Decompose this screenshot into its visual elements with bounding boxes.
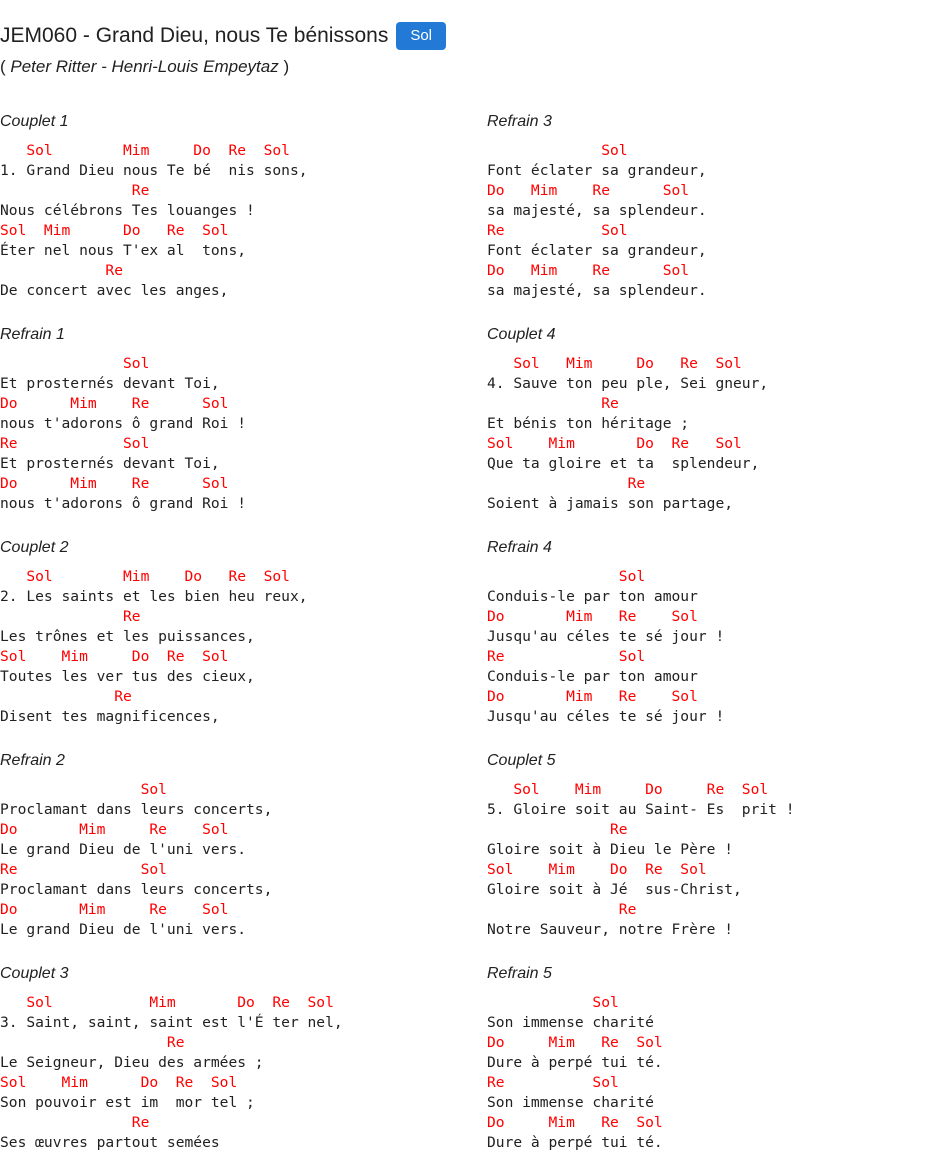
chord-line: Re [0,688,132,705]
chord-line: Sol Mim Do Re Sol [0,648,229,665]
lyric-line: Éter nel nous T'ex al tons, [0,242,247,259]
song-authors-line [0,55,446,79]
chord-line: Do Mim Re Sol [0,395,229,412]
lyric-line: Gloire soit à Dieu le Père ! [487,841,734,858]
section-title: Refrain 4 [487,539,552,556]
song-section [487,111,947,301]
lyric-line: Soient à jamais son partage, [487,495,734,512]
chord-line: Re [0,182,150,199]
lyric-line: Font éclater sa grandeur, [487,162,707,179]
section-title: Refrain 5 [487,965,552,982]
song-authors: Peter Ritter - Henri-Louis Empeytaz [10,57,279,76]
song-section [0,963,460,1153]
chord-line: Sol Mim Do Re Sol [487,435,742,452]
lyric-line: Son pouvoir est im mor tel ; [0,1094,255,1111]
song-section [487,750,947,940]
lyric-line: Que ta gloire et ta splendeur, [487,455,760,472]
lyric-line: sa majesté, sa splendeur. [487,282,707,299]
section-body [0,141,460,301]
lyric-line: Le Seigneur, Dieu des armées ; [0,1054,264,1071]
section-spacer [487,301,947,324]
song-section [0,324,460,514]
lyric-line: 4. Sauve ton peu ple, Sei gneur, [487,375,769,392]
lyric-line: Dure à perpé tui té. [487,1134,663,1151]
chord-line: Do Mim Re Sol [0,821,229,838]
lyric-line: Proclamant dans leurs concerts, [0,881,273,898]
chord-line: Sol Mim Do Re Sol [487,355,742,372]
section-body [487,141,947,301]
song-section [0,750,460,940]
chord-line: Sol Mim Do Re Sol [0,568,290,585]
lyric-line: Proclamant dans leurs concerts, [0,801,273,818]
lyric-line: sa majesté, sa splendeur. [487,202,707,219]
authors-open-paren: ( [0,57,11,76]
song-title: JEM060 - Grand Dieu, nous Te bénissons [0,24,389,47]
section-body [487,354,947,514]
section-body [0,354,460,514]
lyric-line: Le grand Dieu de l'uni vers. [0,841,247,858]
chord-line: Sol [0,355,150,372]
section-spacer [0,514,460,537]
chord-line: Re [487,901,637,918]
chord-line: Do Mim Re Sol [487,608,698,625]
lyric-line: Et bénis ton héritage ; [487,415,690,432]
section-title: Couplet 3 [0,965,69,982]
section-title: Refrain 3 [487,113,552,130]
chord-line: Re [487,821,628,838]
chord-line: Re [487,395,619,412]
chord-line: Re Sol [0,861,167,878]
chord-line: Re [0,1034,185,1051]
chord-line: Sol [0,781,167,798]
authors-close-paren: ) [278,57,290,76]
lyric-line: Toutes les ver tus des cieux, [0,668,255,685]
lyric-line: De concert avec les anges, [0,282,229,299]
lyric-line: 1. Grand Dieu nous Te bé nis sons, [0,162,308,179]
lyric-line: Conduis-le par ton amour [487,668,698,685]
chord-line: Sol [487,994,619,1011]
song-section [487,537,947,727]
chord-line: Sol Mim Do Re Sol [0,1074,238,1091]
lyric-line: Gloire soit à Jé sus-Christ, [487,881,742,898]
section-title: Couplet 4 [487,326,556,343]
lyric-line: Son immense charité [487,1094,654,1111]
section-title: Couplet 5 [487,752,556,769]
section-body [0,567,460,727]
chord-line: Sol Mim Do Re Sol [0,222,229,239]
section-body [487,993,947,1153]
section-body [0,993,460,1153]
lyric-line: Le grand Dieu de l'uni vers. [0,921,247,938]
lyric-line: Disent tes magnificences, [0,708,220,725]
chord-line: Do Mim Re Sol [0,901,229,918]
chord-line: Do Mim Re Sol [487,1114,663,1131]
section-spacer [0,727,460,750]
lyric-line: 5. Gloire soit au Saint- Es prit ! [487,801,795,818]
song-header [0,20,446,79]
section-body [0,780,460,940]
lyric-line: Notre Sauveur, notre Frère ! [487,921,734,938]
chord-line: Sol [487,568,646,585]
section-body [487,567,947,727]
chord-line: Sol Mim Do Re Sol [0,142,290,159]
lyric-line: nous t'adorons ô grand Roi ! [0,415,247,432]
section-spacer [487,940,947,963]
section-spacer [0,940,460,963]
section-title: Couplet 1 [0,113,69,130]
chord-line: Do Mim Re Sol [0,475,229,492]
song-section [487,324,947,514]
chord-line: Sol [487,142,628,159]
song-section [0,537,460,727]
lyric-line: Font éclater sa grandeur, [487,242,707,259]
lyric-line: Son immense charité [487,1014,654,1031]
key-button[interactable]: Sol [396,22,446,50]
left-column [0,111,460,1153]
section-title: Couplet 2 [0,539,69,556]
chord-line: Sol Mim Do Re Sol [0,994,334,1011]
song-section [0,111,460,301]
chord-line: Sol Mim Do Re Sol [487,861,707,878]
chord-line: Do Mim Re Sol [487,688,698,705]
section-spacer [487,727,947,750]
lyric-line: Et prosternés devant Toi, [0,455,220,472]
chord-line: Re Sol [487,1074,619,1091]
lyric-line: Nous célébrons Tes louanges ! [0,202,255,219]
chord-line: Re Sol [487,648,646,665]
lyric-line: Ses œuvres partout semées [0,1134,220,1151]
chord-line: Do Mim Re Sol [487,1034,663,1051]
title-row [0,20,446,52]
lyric-line: 3. Saint, saint, saint est l'É ter nel, [0,1014,343,1031]
lyric-line: Jusqu'au céles te sé jour ! [487,708,725,725]
section-spacer [0,301,460,324]
section-title: Refrain 2 [0,752,65,769]
chord-line: Do Mim Re Sol [487,182,690,199]
chord-line: Re Sol [487,222,628,239]
chord-line: Re [0,262,124,279]
chord-line: Re Sol [0,435,150,452]
section-spacer [487,514,947,537]
section-title: Refrain 1 [0,326,65,343]
section-body [487,780,947,940]
lyric-line: nous t'adorons ô grand Roi ! [0,495,247,512]
chord-line: Re [0,608,141,625]
lyric-line: Dure à perpé tui té. [487,1054,663,1071]
song-section [487,963,947,1153]
chord-line: Sol Mim Do Re Sol [487,781,769,798]
chord-line: Re [487,475,646,492]
lyric-line: 2. Les saints et les bien heu reux, [0,588,308,605]
lyric-line: Et prosternés devant Toi, [0,375,220,392]
chord-line: Do Mim Re Sol [487,262,690,279]
lyric-line: Les trônes et les puissances, [0,628,255,645]
lyric-line: Conduis-le par ton amour [487,588,698,605]
right-column [487,111,947,1153]
chord-line: Re [0,1114,150,1131]
lyric-line: Jusqu'au céles te sé jour ! [487,628,725,645]
